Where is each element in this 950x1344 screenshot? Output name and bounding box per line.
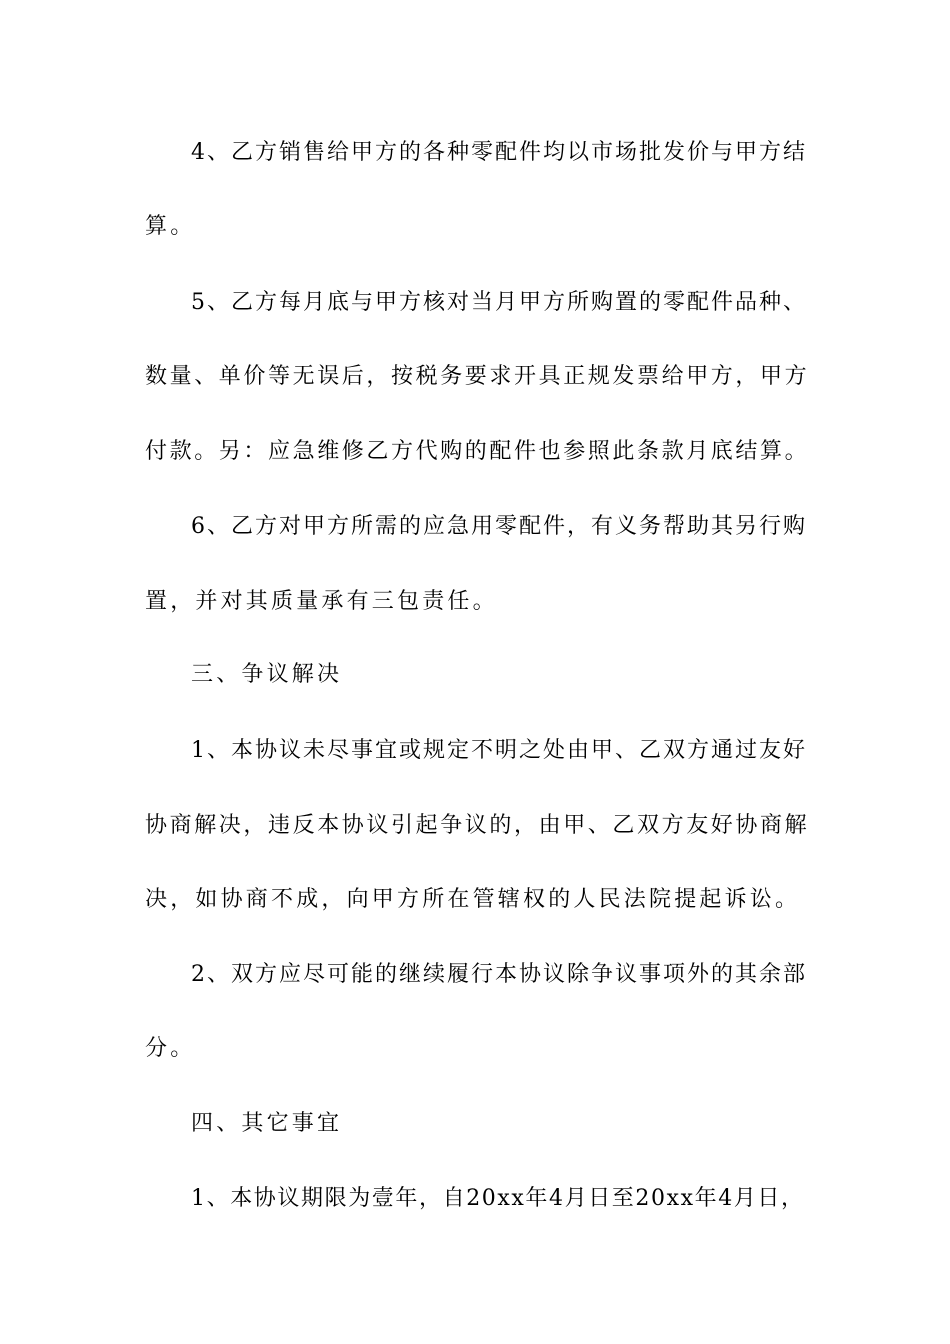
paragraph-line: 付款。另：应急维修乙方代购的配件也参照此条款月底结算。 <box>145 439 810 464</box>
paragraph-line: 决，如协商不成，向甲方所在管辖权的人民法院提起诉讼。 <box>145 887 801 912</box>
paragraph-line: 协商解决，违反本协议引起争议的，由甲、乙双方友好协商解 <box>145 813 810 838</box>
paragraph-line: 6、乙方对甲方所需的应急用零配件，有义务帮助其另行购 <box>191 514 807 539</box>
paragraph-line: 数量、单价等无误后，按税务要求开具正规发票给甲方，甲方 <box>145 364 810 389</box>
paragraph-line: 1、本协议期限为壹年，自20xx年4月日至20xx年4月日， <box>191 1186 805 1211</box>
paragraph-line: 分。 <box>145 1036 196 1061</box>
paragraph-line: 置，并对其质量承有三包责任。 <box>145 589 498 614</box>
paragraph-line: 算。 <box>145 214 196 239</box>
paragraph-line: 4、乙方销售给甲方的各种零配件均以市场批发价与甲方结 <box>191 140 807 165</box>
paragraph-line: 5、乙方每月底与甲方核对当月甲方所购置的零配件品种、 <box>191 290 807 315</box>
paragraph-line: 2、双方应尽可能的继续履行本协议除争议事项外的其余部 <box>191 962 807 987</box>
section-heading: 四、其它事宜 <box>191 1111 343 1136</box>
section-heading: 三、争议解决 <box>191 662 343 687</box>
paragraph-line: 1、本协议未尽事宜或规定不明之处由甲、乙双方通过友好 <box>191 738 807 763</box>
